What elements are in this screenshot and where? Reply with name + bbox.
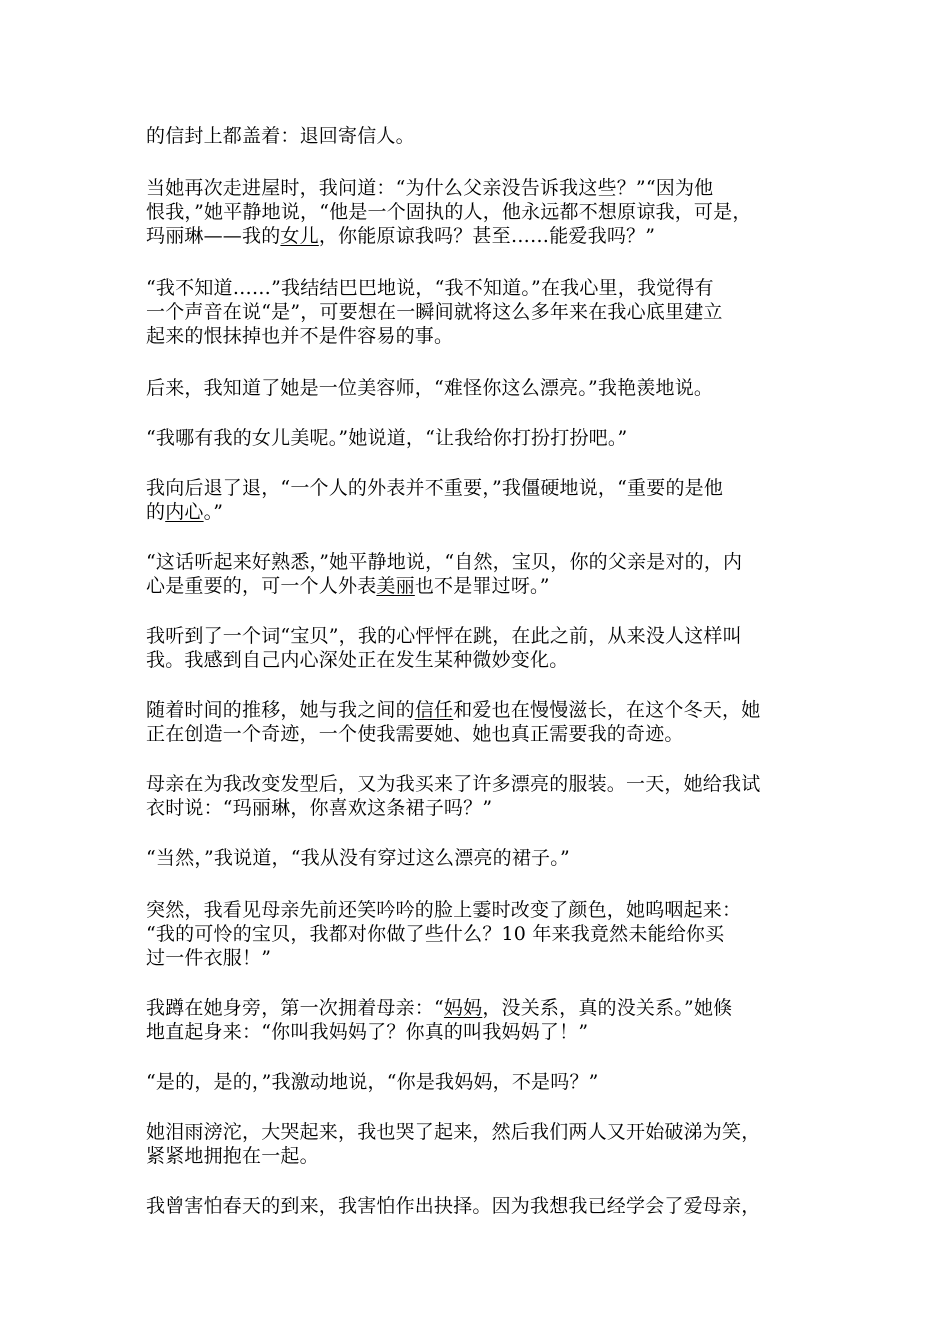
underlined-word: 女儿 bbox=[280, 225, 319, 247]
paragraph-16: 我曾害怕春天的到来，我害怕作出抉择。因为我想我已经学会了爱母亲， bbox=[146, 1195, 761, 1217]
paragraph-15: 她泪雨滂沱，大哭起来，我也哭了起来，然后我们两人又开始破涕为笑， 紧紧地拥抱在一起。 bbox=[146, 1121, 761, 1167]
paragraph-14: “是的，是的，”我激动地说，“你是我妈妈，不是吗？” bbox=[146, 1071, 599, 1093]
paragraph-10: 母亲在为我改变发型后，又为我买来了许多漂亮的服装。一天，她给我试 衣时说：“玛丽琳，你喜欢这条裙子吗？” bbox=[146, 773, 761, 819]
paragraph-12: 突然，我看见母亲先前还笑吟吟的脸上霎时改变了颜色，她呜咽起来： “我的可怜的宝贝，我都对你做了些什么？10 年来我竟然未能给你买 过一件衣服！” bbox=[146, 899, 742, 969]
paragraph-6: 我向后退了退，“一个人的外表并不重要，”我僵硬地说，“重要的是他 的内心。” bbox=[146, 477, 724, 523]
paragraph-4: 后来，我知道了她是一位美容师，“难怪你这么漂亮。”我艳羡地说。 bbox=[146, 377, 714, 399]
paragraph-5: “我哪有我的女儿美呢。”她说道，“让我给你打扮打扮吧。” bbox=[146, 427, 628, 449]
paragraph-8: 我听到了一个词“宝贝”，我的心怦怦在跳，在此之前，从来没人这样叫 我。我感到自己内心深处正在发生某种微妙变化。 bbox=[146, 625, 742, 671]
paragraph-3: “我不知道……”我结结巴巴地说，“我不知道。”在我心里，我觉得有 一个声音在说“是”，可要想在一瞬间就将这么多年来在我心底里建立 起来的恨抹掉也并不是件容易的事。 bbox=[146, 277, 723, 347]
paragraph-1: 的信封上都盖着：退回寄信人。 bbox=[146, 125, 415, 147]
paragraph-11: “当然，”我说道，“我从没有穿过这么漂亮的裙子。” bbox=[146, 847, 570, 869]
underlined-word: 美丽 bbox=[376, 575, 415, 597]
paragraph-7: “这话听起来好熟悉，”她平静地说，“自然，宝贝，你的父亲是对的，内 心是重要的，可一个人外表美丽也不是罪过呀。” bbox=[146, 551, 743, 597]
underlined-word: 内心 bbox=[165, 501, 204, 523]
underlined-word: 信任 bbox=[414, 699, 454, 721]
paragraph-13: 我蹲在她身旁，第一次拥着母亲：“妈妈，没关系，真的没关系。”她倏 地直起身来：“你叫我妈妈了？你真的叫我妈妈了！” bbox=[146, 997, 733, 1043]
underlined-word: 妈妈 bbox=[443, 997, 483, 1019]
paragraph-2: 当她再次走进屋时，我问道：“为什么父亲没告诉我这些？”“因为他 恨我，”她平静地说，“他是一个固执的人，他永远都不想原谅我，可是， 玛丽琳——我的女儿，你能原谅我吗？甚至……能爱我吗？” bbox=[146, 177, 752, 247]
paragraph-9: 随着时间的推移，她与我之间的信任和爱也在慢慢滋长，在这个冬天，她 正在创造一个奇迹，一个使我需要她、她也真正需要我的奇迹。 bbox=[146, 699, 761, 745]
